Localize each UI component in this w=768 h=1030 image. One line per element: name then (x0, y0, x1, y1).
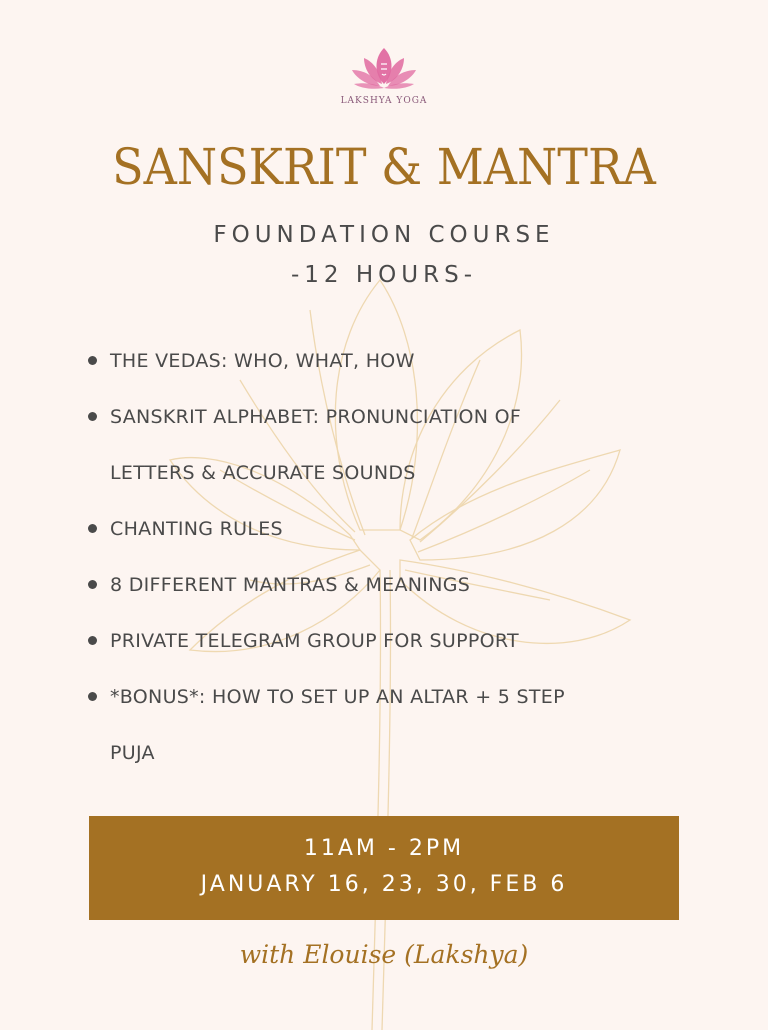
instructor-credit: with Elouise (Lakshya) (239, 940, 529, 969)
topic-line: CHANTING RULES (110, 518, 283, 540)
topic-line: PRIVATE TELEGRAM GROUP FOR SUPPORT (110, 630, 519, 652)
course-subtitle: FOUNDATION COURSE (213, 222, 555, 248)
list-item (88, 389, 688, 501)
logo-text: LAKSHYA YOGA (340, 96, 428, 106)
list-item (88, 613, 688, 669)
list-item (88, 333, 688, 389)
schedule-banner (89, 816, 679, 920)
topic-list (88, 333, 688, 781)
topic-line: THE VEDAS: WHO, WHAT, HOW (110, 350, 415, 372)
class-time: 11AM - 2PM (303, 836, 465, 861)
course-hours: -12 HOURS- (291, 262, 477, 288)
bullet-icon (88, 524, 97, 533)
bullet-icon (88, 636, 97, 645)
topic-line: LETTERS & ACCURATE SOUNDS (110, 462, 416, 484)
bullet-icon (88, 692, 97, 701)
bullet-icon (88, 580, 97, 589)
topic-line: PUJA (110, 742, 155, 764)
list-item (88, 557, 688, 613)
bullet-icon (88, 356, 97, 365)
bullet-icon (88, 412, 97, 421)
list-item (88, 669, 688, 781)
topic-line: SANSKRIT ALPHABET: PRONUNCIATION OF (110, 406, 522, 428)
topic-line: 8 DIFFERENT MANTRAS & MEANINGS (110, 574, 471, 596)
topic-line: *BONUS*: HOW TO SET UP AN ALTAR + 5 STEP (110, 686, 565, 708)
list-item (88, 501, 688, 557)
class-dates: JANUARY 16, 23, 30, FEB 6 (200, 872, 568, 897)
course-title: SANSKRIT & MANTRA (112, 138, 656, 196)
